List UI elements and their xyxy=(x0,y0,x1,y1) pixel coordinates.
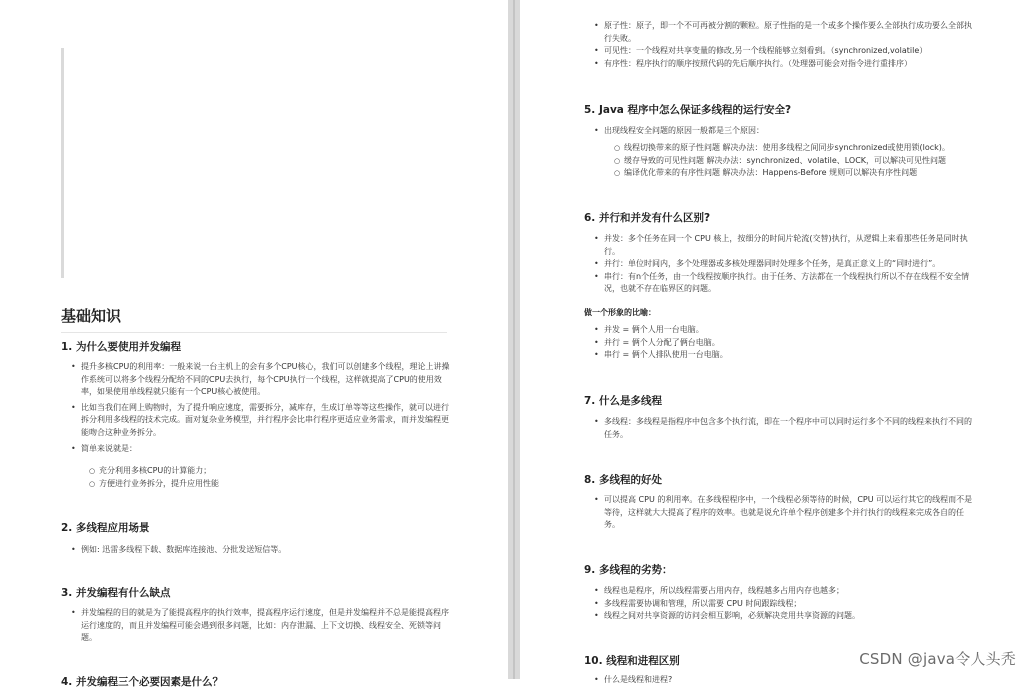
bullet-icon: • xyxy=(71,443,76,453)
list-item: 提升多核CPU的利用率：一般来说一台主机上的会有多个CPU核心，我们可以创建多个线程，理论上讲操作系统可以将多个线程分配给不同的CPU去执行，每个CPU执行一个线程，这样就提高了CPU的使用效率，如果使用单线程就只能有一个CPU核心被使用。 xyxy=(81,362,450,397)
bullet-icon: • xyxy=(594,126,599,135)
bullet-icon: • xyxy=(594,675,599,684)
bullet-icon: • xyxy=(594,325,599,334)
list-item: 原子性：原子，即一个不可再被分割的颗粒。原子性指的是一个或多个操作要么全部执行成功要么全部执行失败。 xyxy=(604,21,972,43)
analogy-title: 做一个形象的比喻： xyxy=(584,308,656,317)
bullet-icon: • xyxy=(594,495,599,504)
q5-sublist xyxy=(614,142,984,180)
list-item: 有序性：程序执行的顺序按照代码的先后顺序执行。（处理器可能会对指令进行重排序） xyxy=(604,58,912,68)
list-item: 简单来说就是： xyxy=(81,443,137,453)
list-item: 编译优化带来的有序性问题 解决办法：Happens-Before 规则可以解决有序性问题 xyxy=(624,168,918,178)
q6-heading: 6. 并行和并发有什么区别? xyxy=(584,212,711,224)
list-item: 例如: 迅雷多线程下载、数据库连接池、分批发送短信等。 xyxy=(81,545,287,554)
list-item: 并发：多个任务在同一个 CPU 核上，按细分的时间片轮流(交替)执行，从逻辑上来看那些任务是同时执行。 xyxy=(604,234,968,256)
list-item: 并发编程的目的就是为了能提高程序的执行效率，提高程序运行速度，但是并发编程并不总是能提高程序运行速度的，而且并发编程可能会遇到很多问题，比如：内存泄漏、上下文切换、线程安全、死锁等问题。 xyxy=(81,608,449,643)
q10-heading: 10. 线程和进程区别 xyxy=(584,655,680,667)
list-item: 出现线程安全问题的原因一般都是三个原因： xyxy=(604,126,764,135)
bullet-icon: • xyxy=(594,586,599,595)
bullet-icon: • xyxy=(594,598,599,608)
section-title: 基础知识 xyxy=(61,305,447,333)
list-item: 线程之间对共享资源的访问会相互影响，必须解决竞用共享资源的问题。 xyxy=(604,611,860,621)
q1-heading: 1. 为什么要使用并发编程 xyxy=(61,341,181,353)
q9-heading: 9. 多线程的劣势： xyxy=(584,564,673,576)
bullet-icon: • xyxy=(71,608,76,617)
q7-list xyxy=(594,416,976,441)
list-item: 线程也是程序，所以线程需要占用内存，线程越多占用内存也越多； xyxy=(604,586,844,595)
circle-bullet-icon: ○ xyxy=(614,156,621,165)
list-item: 充分利用多核CPU的计算能力； xyxy=(99,466,212,475)
blockquote-bar xyxy=(61,48,64,278)
csdn-watermark: CSDN @java令人头秃 xyxy=(859,650,1016,668)
page-fold xyxy=(513,0,515,679)
circle-bullet-icon: ○ xyxy=(89,479,96,488)
circle-bullet-icon: ○ xyxy=(89,467,96,475)
bullet-icon: • xyxy=(594,350,599,360)
bullet-icon: • xyxy=(71,545,76,554)
q8-list xyxy=(594,494,976,532)
list-item: 并发 = 俩个人用一台电脑。 xyxy=(604,325,704,334)
list-item: 多线程：多线程是指程序中包含多个执行流，即在一个程序中可以同时运行多个不同的线程来执行不同的任务。 xyxy=(604,417,972,439)
q4-heading-partial: 4. 并发编程三个必要因素是什么？ xyxy=(61,676,223,688)
list-item: 可见性：一个线程对共享变量的修改,另一个线程能够立刻看到。（synchronized,volatile） xyxy=(604,46,928,56)
q1-list xyxy=(71,361,451,455)
properties-list xyxy=(594,20,976,70)
q7-heading: 7. 什么是多线程 xyxy=(584,395,662,407)
q9-list xyxy=(594,585,976,623)
list-item: 串行 = 俩个人排队使用一台电脑。 xyxy=(604,350,728,360)
circle-bullet-icon: ○ xyxy=(614,144,621,152)
list-item: 多线程需要协调和管理，所以需要 CPU 时间跟踪线程； xyxy=(604,598,802,608)
q10-list xyxy=(594,674,976,687)
bullet-icon: • xyxy=(594,271,599,281)
q1-sublist xyxy=(89,465,439,490)
bullet-icon: • xyxy=(594,611,599,621)
q8-heading: 8. 多线程的好处 xyxy=(584,474,662,486)
q6-list xyxy=(594,233,976,296)
bullet-icon: • xyxy=(594,46,599,56)
q2-list xyxy=(71,544,451,557)
bullet-icon: • xyxy=(594,417,599,426)
q2-heading: 2. 多线程应用场景 xyxy=(61,522,150,534)
list-item: 串行：有n个任务，由一个线程按顺序执行。由于任务、方法都在一个线程执行所以不存在线程不安全情况，也就不存在临界区的问题。 xyxy=(604,271,970,294)
bullet-icon: • xyxy=(594,21,599,30)
circle-bullet-icon: ○ xyxy=(614,169,621,178)
bullet-icon: • xyxy=(594,58,599,68)
list-item: 方便进行业务拆分，提升应用性能 xyxy=(99,478,219,488)
list-item: 并行 = 俩个人分配了俩台电脑。 xyxy=(604,337,720,347)
bullet-icon: • xyxy=(71,402,76,412)
q3-heading: 3. 并发编程有什么缺点 xyxy=(61,587,171,599)
bullet-icon: • xyxy=(594,337,599,347)
analogy-list xyxy=(594,324,976,362)
q5-list xyxy=(594,125,976,138)
list-item: 线程切换带来的原子性问题 解决办法：使用多线程之间同步synchronized或使用锁(lock)。 xyxy=(624,143,950,152)
bullet-icon: • xyxy=(594,234,599,243)
q5-heading: 5. Java 程序中怎么保证多线程的运行安全? xyxy=(584,104,792,116)
right-page xyxy=(520,0,1032,684)
bullet-icon: • xyxy=(594,259,599,269)
list-item: 缓存导致的可见性问题 解决办法：synchronized、volatile、LOCK，可以解决可见性问题 xyxy=(624,155,947,165)
bullet-icon: • xyxy=(71,362,76,371)
list-item: 并行：单位时间内，多个处理器或多核处理器同时处理多个任务，是真正意义上的“同时进行”。 xyxy=(604,259,941,269)
left-page xyxy=(0,0,508,688)
list-item: 比如当我们在网上购物时，为了提升响应速度，需要拆分，减库存，生成订单等等这些操作，就可以进行拆分利用多线程的技术完成。面对复杂业务模型，并行程序会比串行程序更适应业务需求，而并发编程更能吻合这种业务拆分。 xyxy=(81,402,449,437)
q3-list xyxy=(71,607,451,645)
page-gutter xyxy=(508,0,520,679)
list-item: 什么是线程和进程? xyxy=(604,675,673,684)
list-item: 可以提高 CPU 的利用率。在多线程程序中，一个线程必须等待的时候，CPU 可以运行其它的线程而不是等待，这样就大大提高了程序的效率。也就是说允许单个程序创建多个并行执行的线程来完成各自的任务。 xyxy=(604,495,973,530)
